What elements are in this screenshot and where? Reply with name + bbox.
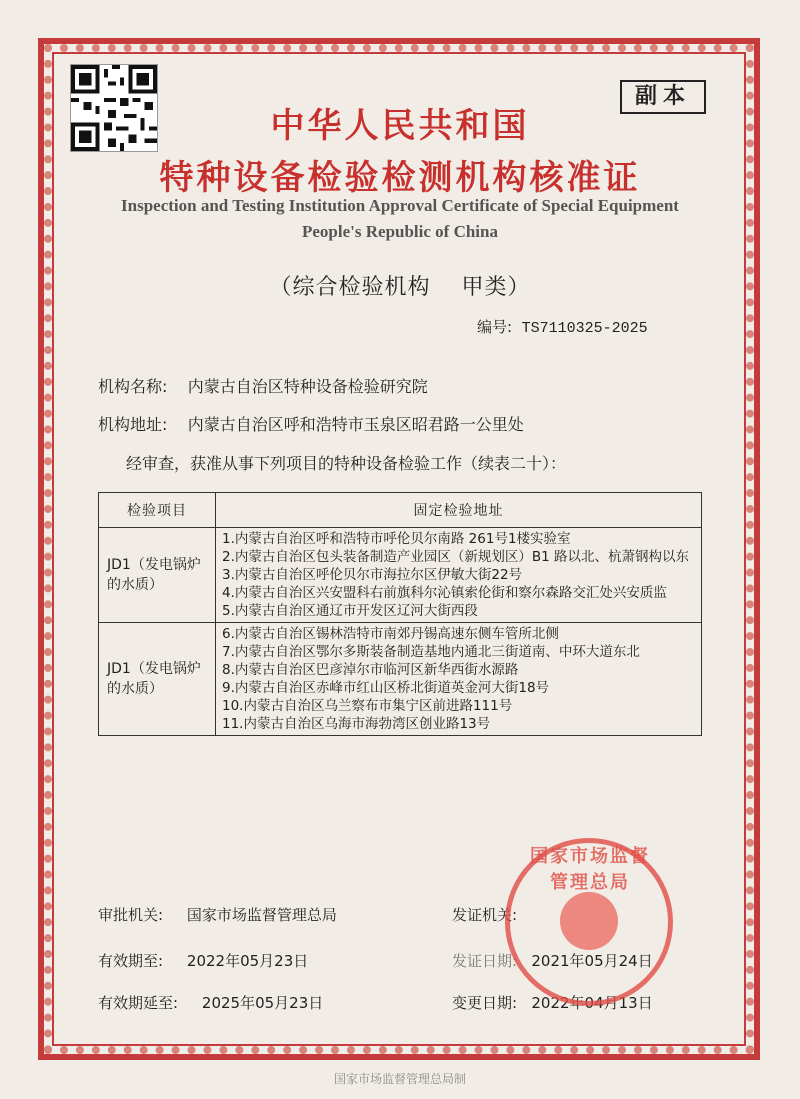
valid-until: 2022年05月23日 xyxy=(186,952,309,970)
address-list-cell xyxy=(216,623,702,736)
institution-category: （综合检验机构 甲类） xyxy=(269,275,531,300)
address-item: 7.内蒙古自治区鄂尔多斯装备制造基地内通北三街道南、中环大道东北 xyxy=(222,644,640,660)
serial-value: TS7110325-2025 xyxy=(521,320,648,337)
valid-until-row xyxy=(98,950,308,971)
address-item: 10.内蒙古自治区乌兰察布市集宁区前进路111号 xyxy=(222,698,513,714)
address-item: 11.内蒙古自治区乌海市海勃湾区创业路13号 xyxy=(222,716,491,732)
institution-address-row xyxy=(98,412,524,435)
address-item: 1.内蒙古自治区呼和浩特市呼伦贝尔南路 261号1楼实验室 xyxy=(222,531,571,547)
address-item: 8.内蒙古自治区巴彦淖尔市临河区新华西街水源路 xyxy=(222,662,519,678)
issue-date-label: 发证日期: xyxy=(452,952,518,970)
table-header-row xyxy=(99,493,702,528)
address-item: 5.内蒙古自治区通辽市开发区辽河大街西段 xyxy=(222,603,478,619)
institution-name: 内蒙古自治区特种设备检验研究院 xyxy=(187,377,428,396)
serial-label: 编号: xyxy=(477,318,513,336)
inspection-items-table xyxy=(98,492,702,736)
title-english-line1: Inspection and Testing Institution Approval Certificate of Special Equipment xyxy=(121,196,679,215)
extended-until: 2025年05月23日 xyxy=(201,994,324,1012)
change-date-label: 变更日期: xyxy=(452,994,518,1012)
inspection-item-cell: JD1（发电锅炉的水质） xyxy=(99,623,216,736)
institution-name-row xyxy=(98,374,428,397)
issuing-authority-label: 发证机关: xyxy=(452,906,518,924)
approval-authority-row xyxy=(98,904,337,925)
address-item: 6.内蒙古自治区锡林浩特市南郊丹锡高速东侧车管所北侧 xyxy=(222,626,559,642)
column-header-address: 固定检验地址 xyxy=(216,493,702,528)
title-country: 中华人民共和国 xyxy=(270,106,530,146)
institution-address: 内蒙古自治区呼和浩特市玉泉区昭君路一公里处 xyxy=(187,415,524,434)
approval-authority-label: 审批机关: xyxy=(98,906,164,924)
duplicate-badge: 副本 xyxy=(620,80,706,114)
table-row xyxy=(99,528,702,623)
title-english-line2: People's Republic of China xyxy=(302,222,498,241)
approval-statement: 经审查，获准从事下列项目的特种设备检验工作（续表二十）： xyxy=(126,454,567,473)
extended-until-row xyxy=(98,992,323,1013)
address-item: 3.内蒙古自治区呼伦贝尔市海拉尔区伊敏大街22号 xyxy=(222,567,523,583)
seal-text: 国家市场监督管理总局 xyxy=(530,846,650,893)
issue-date: 2021年05月24日 xyxy=(531,952,653,970)
address-item: 4.内蒙古自治区兴安盟科右前旗科尔沁镇索伦街和察尔森路交汇处兴安质监 xyxy=(222,585,667,601)
table-row xyxy=(99,623,702,736)
column-header-item: 检验项目 xyxy=(99,493,216,528)
approval-authority: 国家市场监督管理总局 xyxy=(186,906,337,924)
serial-number xyxy=(477,316,648,337)
national-emblem-icon xyxy=(560,892,618,950)
inspection-item-cell: JD1（发电锅炉的水质） xyxy=(99,528,216,623)
valid-until-label: 有效期至: xyxy=(98,952,164,970)
title-certificate: 特种设备检验检测机构核准证 xyxy=(159,158,641,198)
address-list-cell xyxy=(216,528,702,623)
institution-name-label: 机构名称: xyxy=(98,377,168,396)
institution-address-label: 机构地址: xyxy=(98,415,168,434)
extended-until-label: 有效期延至: xyxy=(98,994,179,1012)
issuer-footer: 国家市场监督管理总局制 xyxy=(333,1072,466,1086)
change-date: 2022年04月13日 xyxy=(531,994,653,1012)
address-item: 2.内蒙古自治区包头装备制造产业园区（新规划区）B1 路以北、杭萧钢构以东 xyxy=(222,549,690,565)
address-item: 9.内蒙古自治区赤峰市红山区桥北街道英金河大街18号 xyxy=(222,680,550,696)
